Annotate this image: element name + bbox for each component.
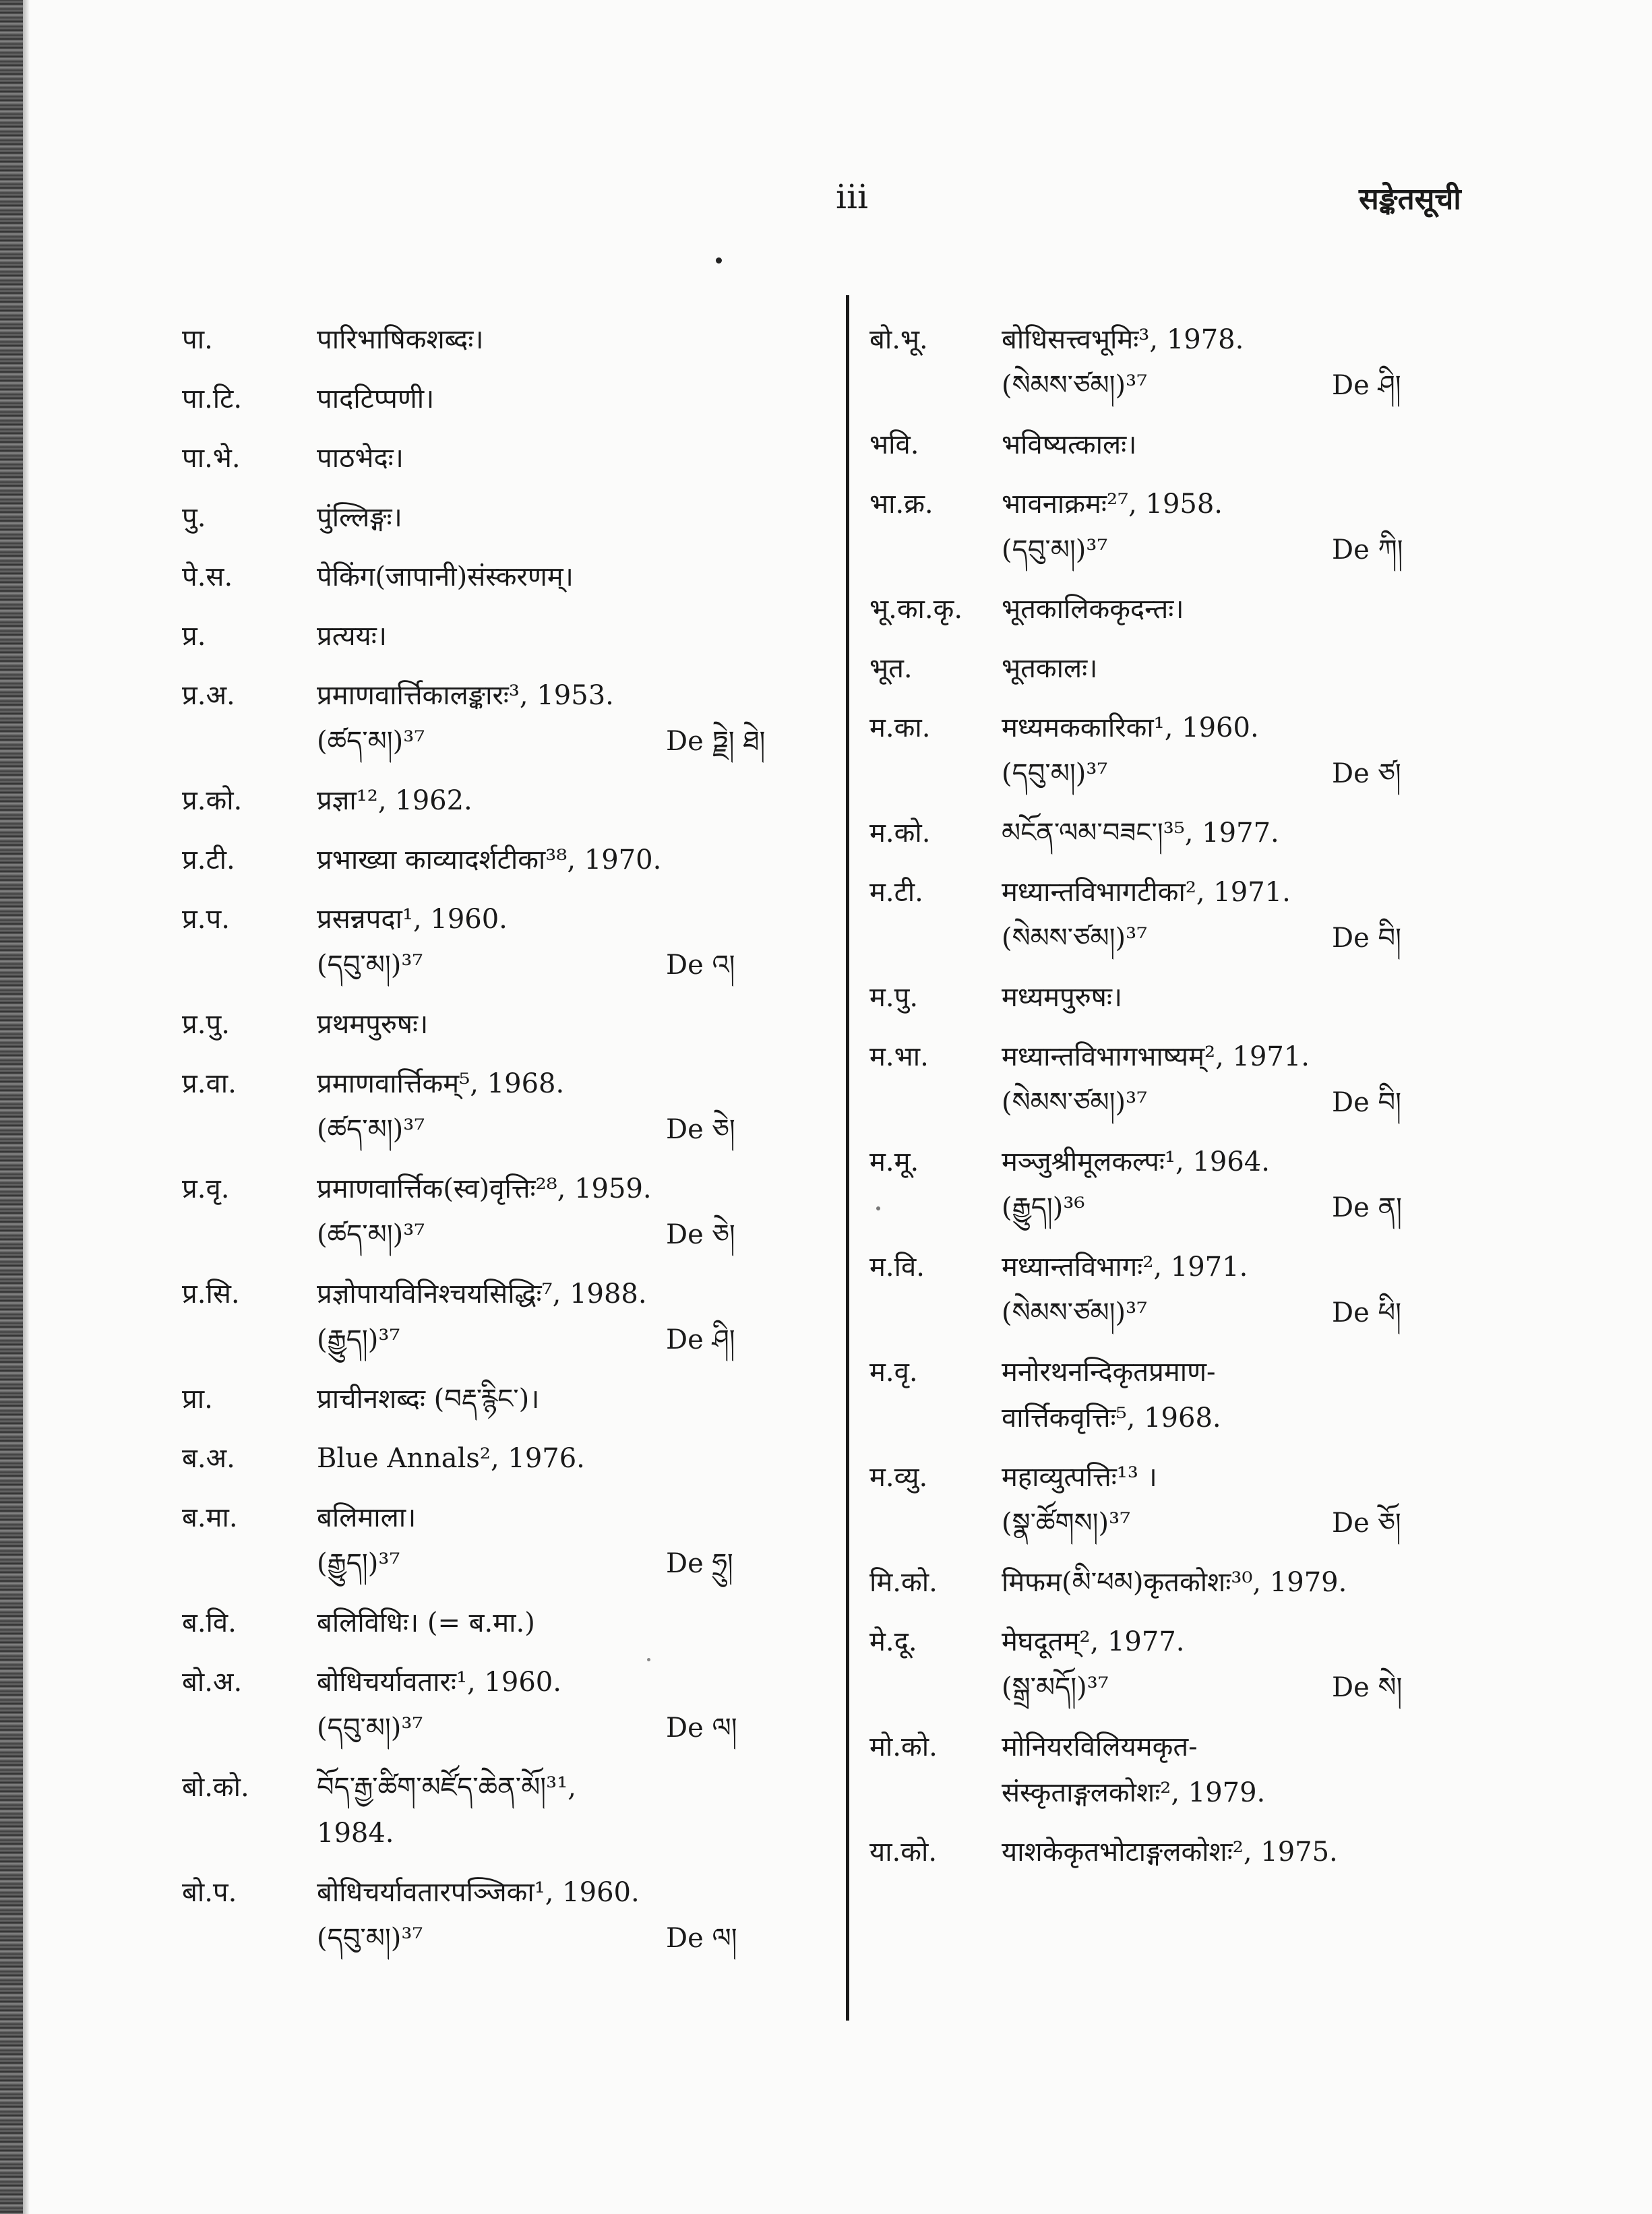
entry-abbreviation: ब.वि. bbox=[182, 1607, 237, 1638]
entry-text: बोधिसत्त्वभूमिः³, 1978. bbox=[1002, 324, 1244, 355]
derge-reference: De སེ། bbox=[1332, 1672, 1403, 1703]
entry-text: मिफम(མི་ཕམ)कृतकोशः³⁰, 1979. bbox=[1002, 1567, 1347, 1598]
abbreviation-entry bbox=[182, 896, 829, 988]
entry-line bbox=[182, 1061, 829, 1107]
entry-line bbox=[869, 705, 1463, 751]
abbreviation-entry bbox=[869, 1349, 1463, 1441]
entry-line bbox=[869, 481, 1463, 527]
entry-abbreviation: पा.भे. bbox=[182, 443, 241, 474]
entry-line bbox=[182, 1002, 829, 1047]
derge-reference: De ཙ། bbox=[1332, 758, 1401, 789]
abbreviation-entry bbox=[182, 837, 829, 883]
entry-line bbox=[869, 1080, 1463, 1126]
entry-text: पाठभेदः। bbox=[317, 443, 404, 474]
entry-line bbox=[182, 495, 829, 541]
abbreviation-entry bbox=[869, 1034, 1463, 1126]
entry-text: (རྒྱུད།)³⁶ bbox=[1002, 1192, 1085, 1223]
entry-text: (དབུ་མ།)³⁷ bbox=[317, 1923, 423, 1954]
abbreviation-entry bbox=[182, 1764, 829, 1856]
derge-reference: De ཕི། bbox=[1332, 1297, 1401, 1328]
entry-abbreviation: भवि. bbox=[869, 429, 919, 460]
entry-abbreviation: ब.मा. bbox=[182, 1502, 238, 1533]
derge-reference: De ཀི། bbox=[1332, 534, 1403, 565]
entry-text: याशकेकृतभोटाङ्गलकोशः², 1975. bbox=[1002, 1837, 1338, 1868]
entry-line bbox=[869, 527, 1463, 573]
entry-text: Blue Annals², 1976. bbox=[317, 1443, 585, 1474]
entry-abbreviation: प्र.अ. bbox=[182, 680, 235, 711]
entry-abbreviation: मो.को. bbox=[869, 1731, 938, 1762]
entry-text: प्रमाणवार्त्तिकालङ्कारः³, 1953. bbox=[317, 680, 614, 711]
entry-text: प्रसन्नपदा¹, 1960. bbox=[317, 904, 508, 935]
entry-text: (སེམས་ཙམ།)³⁷ bbox=[1002, 1297, 1148, 1328]
entry-abbreviation: प्र.सि. bbox=[182, 1279, 240, 1310]
running-head: सङ्केतसूची bbox=[1359, 182, 1461, 216]
entry-text: (སེམས་ཙམ།)³⁷ bbox=[1002, 1087, 1148, 1118]
entry-abbreviation: म.वृ. bbox=[869, 1357, 918, 1388]
derge-reference: De བི། bbox=[1332, 1087, 1401, 1118]
abbreviation-entry bbox=[869, 975, 1463, 1020]
entry-text: प्रमाणवार्त्तिक(स्व)वृत्तिः²⁸, 1959. bbox=[317, 1173, 652, 1204]
entry-line bbox=[182, 1915, 829, 1961]
derge-reference: De ཅོ། bbox=[1332, 1508, 1401, 1539]
abbreviation-entry bbox=[182, 1376, 829, 1422]
abbreviation-entry bbox=[869, 869, 1463, 961]
derge-reference: De ཏྗེ། ཐེ། bbox=[666, 726, 766, 757]
entry-text: बोधिचर्यावतारः¹, 1960. bbox=[317, 1667, 561, 1698]
entry-text: प्रथमपुरुषः। bbox=[317, 1009, 429, 1040]
entry-text: मध्यान्तविभागटीका², 1971. bbox=[1002, 877, 1291, 908]
entry-text: बलिविधिः। (= ब.मा.) bbox=[317, 1607, 535, 1638]
entry-text: मध्यान्तविभागः², 1971. bbox=[1002, 1252, 1248, 1283]
abbreviation-entry bbox=[182, 778, 829, 824]
abbreviation-entry bbox=[869, 646, 1463, 691]
entry-line bbox=[869, 1290, 1463, 1336]
entry-text: (ཚད་མ།)³⁷ bbox=[317, 726, 425, 757]
entry-text: संस्कृताङ्गलकोशः², 1979. bbox=[1002, 1777, 1266, 1808]
entry-line bbox=[182, 837, 829, 883]
entry-text: मध्यमककारिका¹, 1960. bbox=[1002, 712, 1259, 743]
abbreviation-entry bbox=[182, 317, 829, 363]
derge-reference: De ཧྲུ། bbox=[666, 1548, 733, 1579]
entry-line bbox=[869, 1185, 1463, 1231]
abbreviation-entry bbox=[869, 1560, 1463, 1605]
entry-line bbox=[182, 1810, 829, 1856]
abbreviation-entry bbox=[869, 317, 1463, 408]
entry-abbreviation: मे.दू. bbox=[869, 1626, 917, 1657]
entry-line bbox=[182, 673, 829, 718]
entry-line bbox=[869, 646, 1463, 691]
entry-abbreviation: प्रा. bbox=[182, 1384, 213, 1415]
left-column bbox=[182, 317, 829, 1975]
entry-text: मञ्जुश्रीमूलकल्पः¹, 1964. bbox=[1002, 1146, 1270, 1177]
entry-text: प्राचीनशब्दः (བརྡ་རྙིང་)। bbox=[317, 1384, 540, 1415]
entry-line bbox=[869, 1770, 1463, 1816]
entry-line bbox=[182, 1495, 829, 1541]
entry-line bbox=[869, 869, 1463, 915]
entry-text: बलिमाला। bbox=[317, 1502, 417, 1533]
abbreviation-entry bbox=[869, 1724, 1463, 1816]
abbreviation-entry bbox=[869, 1619, 1463, 1711]
abbreviation-entry bbox=[182, 673, 829, 764]
entry-abbreviation: बो.प. bbox=[182, 1877, 237, 1908]
abbreviation-entry bbox=[869, 810, 1463, 856]
entry-abbreviation: भूत. bbox=[869, 653, 913, 684]
entry-text: महाव्युत्पत्तिः¹³ । bbox=[1002, 1462, 1157, 1493]
right-column bbox=[869, 317, 1463, 1888]
entry-abbreviation: या.को. bbox=[869, 1837, 938, 1868]
entry-line bbox=[182, 1541, 829, 1587]
abbreviation-entry bbox=[182, 613, 829, 659]
entry-line bbox=[182, 1705, 829, 1751]
entry-text: पुंल्लिङ्गः। bbox=[317, 502, 402, 533]
entry-text: (རྒྱུད།)³⁷ bbox=[317, 1324, 400, 1355]
entry-text: पारिभाषिकशब्दः। bbox=[317, 324, 484, 355]
entry-line bbox=[182, 613, 829, 659]
entry-line bbox=[182, 1764, 829, 1810]
entry-abbreviation: प्र.वृ. bbox=[182, 1173, 230, 1204]
entry-line bbox=[182, 1317, 829, 1363]
print-speck bbox=[716, 257, 722, 264]
entry-abbreviation: म.का. bbox=[869, 712, 931, 743]
abbreviation-entry bbox=[869, 705, 1463, 797]
entry-line bbox=[182, 1107, 829, 1152]
entry-text: वार्त्तिकवृत्तिः⁵, 1968. bbox=[1002, 1403, 1221, 1434]
entry-text: (སེམས་ཙམ།)³⁷ bbox=[1002, 370, 1148, 401]
entry-text: भावनाक्रमः²⁷, 1958. bbox=[1002, 489, 1223, 520]
entry-text: བོད་རྒྱ་ཚིག་མཛོད་ཆེན་མོ།³¹, bbox=[317, 1772, 576, 1803]
entry-abbreviation: मि.को. bbox=[869, 1567, 938, 1598]
entry-abbreviation: म.भा. bbox=[869, 1041, 929, 1072]
abbreviation-entry bbox=[182, 1271, 829, 1363]
entry-line bbox=[869, 915, 1463, 961]
entry-text: प्रमाणवार्त्तिकम्⁵, 1968. bbox=[317, 1068, 565, 1099]
entry-abbreviation: म.पु. bbox=[869, 982, 919, 1013]
entry-line bbox=[182, 1659, 829, 1705]
entry-text: མངོན་ལམ་བཟང་།³⁵, 1977. bbox=[1002, 818, 1279, 849]
abbreviation-entry bbox=[182, 1870, 829, 1961]
entry-abbreviation: पा. bbox=[182, 324, 213, 355]
entry-text: भविष्यत्कालः। bbox=[1002, 429, 1137, 460]
entry-text: पादटिप्पणी। bbox=[317, 383, 435, 414]
entry-abbreviation: पे.स. bbox=[182, 561, 233, 592]
entry-line bbox=[869, 1454, 1463, 1500]
derge-reference: De ཤི། bbox=[1332, 370, 1401, 401]
entry-text: मध्यमपुरुषः। bbox=[1002, 982, 1123, 1013]
entry-text: 1984. bbox=[317, 1818, 394, 1849]
entry-line bbox=[182, 1436, 829, 1481]
entry-abbreviation: म.टी. bbox=[869, 877, 923, 908]
entry-abbreviation: म.वि. bbox=[869, 1252, 925, 1283]
entry-text: (དབུ་མ།)³⁷ bbox=[1002, 758, 1108, 789]
entry-text: (རྒྱུད།)³⁷ bbox=[317, 1548, 400, 1579]
entry-line bbox=[869, 1829, 1463, 1875]
entry-abbreviation: म.व्यु. bbox=[869, 1462, 928, 1493]
entry-abbreviation: प्र. bbox=[182, 621, 206, 652]
entry-text: प्रभाख्या काव्यादर्शटीका³⁸, 1970. bbox=[317, 844, 662, 875]
column-divider bbox=[846, 295, 849, 2021]
entry-text: पेकिंग(जापानी)संस्करणम्। bbox=[317, 561, 574, 592]
entry-text: भूतकालिककृदन्तः। bbox=[1002, 594, 1184, 625]
derge-reference: De ཤི། bbox=[666, 1324, 735, 1355]
abbreviation-entry bbox=[869, 422, 1463, 468]
entry-line bbox=[869, 1244, 1463, 1290]
entry-text: प्रज्ञा¹², 1962. bbox=[317, 785, 472, 816]
entry-text: (སེམས་ཙམ།)³⁷ bbox=[1002, 923, 1148, 954]
abbreviation-entry bbox=[182, 495, 829, 541]
entry-abbreviation: बो.भू. bbox=[869, 324, 928, 355]
entry-text: (ཚད་མ།)³⁷ bbox=[317, 1114, 425, 1145]
abbreviation-entry bbox=[869, 481, 1463, 573]
entry-line bbox=[869, 363, 1463, 408]
abbreviation-entry bbox=[182, 1659, 829, 1751]
entry-text: मेघदूतम्², 1977. bbox=[1002, 1626, 1185, 1657]
derge-reference: De ཅེ། bbox=[666, 1114, 735, 1145]
entry-abbreviation: प्र.प. bbox=[182, 904, 230, 935]
entry-line bbox=[182, 435, 829, 481]
entry-line bbox=[869, 975, 1463, 1020]
entry-abbreviation: भा.क्र. bbox=[869, 489, 934, 520]
entry-line bbox=[869, 1034, 1463, 1080]
entry-abbreviation: पु. bbox=[182, 502, 206, 533]
scan-binding-shadow bbox=[23, 0, 30, 2214]
entry-abbreviation: म.को. bbox=[869, 818, 931, 849]
entry-line bbox=[869, 1349, 1463, 1395]
entry-line bbox=[869, 422, 1463, 468]
entry-abbreviation: बो.अ. bbox=[182, 1667, 243, 1698]
entry-line bbox=[869, 1724, 1463, 1770]
entry-line bbox=[182, 1212, 829, 1258]
entry-line bbox=[869, 1395, 1463, 1441]
entry-text: (ཚད་མ།)³⁷ bbox=[317, 1219, 425, 1250]
entry-line bbox=[869, 317, 1463, 363]
entry-abbreviation: प्र.को. bbox=[182, 785, 243, 816]
abbreviation-entry bbox=[182, 1600, 829, 1646]
entry-text: मनोरथनन्दिकृतप्रमाण- bbox=[1002, 1357, 1216, 1388]
entry-line bbox=[182, 1271, 829, 1317]
entry-abbreviation: म.मू. bbox=[869, 1146, 919, 1177]
entry-text: प्रत्ययः। bbox=[317, 621, 387, 652]
entry-abbreviation: बो.को. bbox=[182, 1772, 249, 1803]
entry-line bbox=[182, 718, 829, 764]
abbreviation-entry bbox=[869, 1244, 1463, 1336]
entry-line bbox=[869, 1139, 1463, 1185]
abbreviation-entry bbox=[182, 1495, 829, 1587]
abbreviation-entry bbox=[182, 435, 829, 481]
abbreviation-entry bbox=[182, 1436, 829, 1481]
entry-text: (སྣ་ཚོགས།)³⁷ bbox=[1002, 1508, 1131, 1539]
entry-line bbox=[182, 1376, 829, 1422]
abbreviation-entry bbox=[182, 376, 829, 422]
entry-line bbox=[869, 810, 1463, 856]
entry-line bbox=[182, 376, 829, 422]
entry-text: (སྒྲ་མདོ།)³⁷ bbox=[1002, 1672, 1109, 1703]
page-number: iii bbox=[836, 177, 868, 216]
entry-line bbox=[869, 586, 1463, 632]
abbreviation-entry bbox=[182, 1166, 829, 1258]
abbreviation-entry bbox=[869, 1139, 1463, 1231]
entry-text: मध्यान्तविभागभाष्यम्², 1971. bbox=[1002, 1041, 1310, 1072]
entry-line bbox=[182, 1166, 829, 1212]
scan-binding-edge bbox=[0, 0, 23, 2214]
abbreviation-entry bbox=[182, 554, 829, 600]
entry-line bbox=[182, 778, 829, 824]
derge-reference: De ན། bbox=[1332, 1192, 1403, 1223]
entry-line bbox=[182, 942, 829, 988]
entry-line bbox=[869, 751, 1463, 797]
abbreviation-entry bbox=[182, 1002, 829, 1047]
entry-abbreviation: प्र.वा. bbox=[182, 1068, 237, 1099]
entry-abbreviation: भू.का.कृ. bbox=[869, 594, 963, 625]
entry-line bbox=[182, 1600, 829, 1646]
entry-abbreviation: पा.टि. bbox=[182, 383, 243, 414]
entry-text: प्रज्ञोपायविनिश्चयसिद्धिः⁷, 1988. bbox=[317, 1279, 647, 1310]
derge-reference: De ལ། bbox=[666, 1923, 737, 1954]
entry-line bbox=[869, 1619, 1463, 1665]
entry-abbreviation: प्र.टी. bbox=[182, 844, 235, 875]
derge-reference: De ལ། bbox=[666, 1713, 737, 1744]
entry-abbreviation: प्र.पु. bbox=[182, 1009, 230, 1040]
entry-text: (དབུ་མ།)³⁷ bbox=[317, 950, 423, 981]
abbreviation-entry bbox=[182, 1061, 829, 1152]
entry-line bbox=[182, 1870, 829, 1915]
entry-line bbox=[182, 317, 829, 363]
entry-line bbox=[182, 554, 829, 600]
entry-text: (དབུ་མ།)³⁷ bbox=[317, 1713, 423, 1744]
entry-line bbox=[869, 1665, 1463, 1711]
entry-text: बोधिचर्यावतारपञ्जिका¹, 1960. bbox=[317, 1877, 640, 1908]
entry-abbreviation: ब.अ. bbox=[182, 1443, 235, 1474]
abbreviation-entry bbox=[869, 1829, 1463, 1875]
entry-text: भूतकालः। bbox=[1002, 653, 1098, 684]
derge-reference: De ཅེ། bbox=[666, 1219, 735, 1250]
abbreviation-entry bbox=[869, 586, 1463, 632]
abbreviation-entry bbox=[869, 1454, 1463, 1546]
entry-line bbox=[869, 1560, 1463, 1605]
entry-text: मोनियरविलियमकृत- bbox=[1002, 1731, 1198, 1762]
derge-reference: De བི། bbox=[1332, 923, 1401, 954]
entry-text: (དབུ་མ།)³⁷ bbox=[1002, 534, 1108, 565]
entry-line bbox=[182, 896, 829, 942]
derge-reference: De འ། bbox=[666, 950, 735, 981]
entry-line bbox=[869, 1500, 1463, 1546]
